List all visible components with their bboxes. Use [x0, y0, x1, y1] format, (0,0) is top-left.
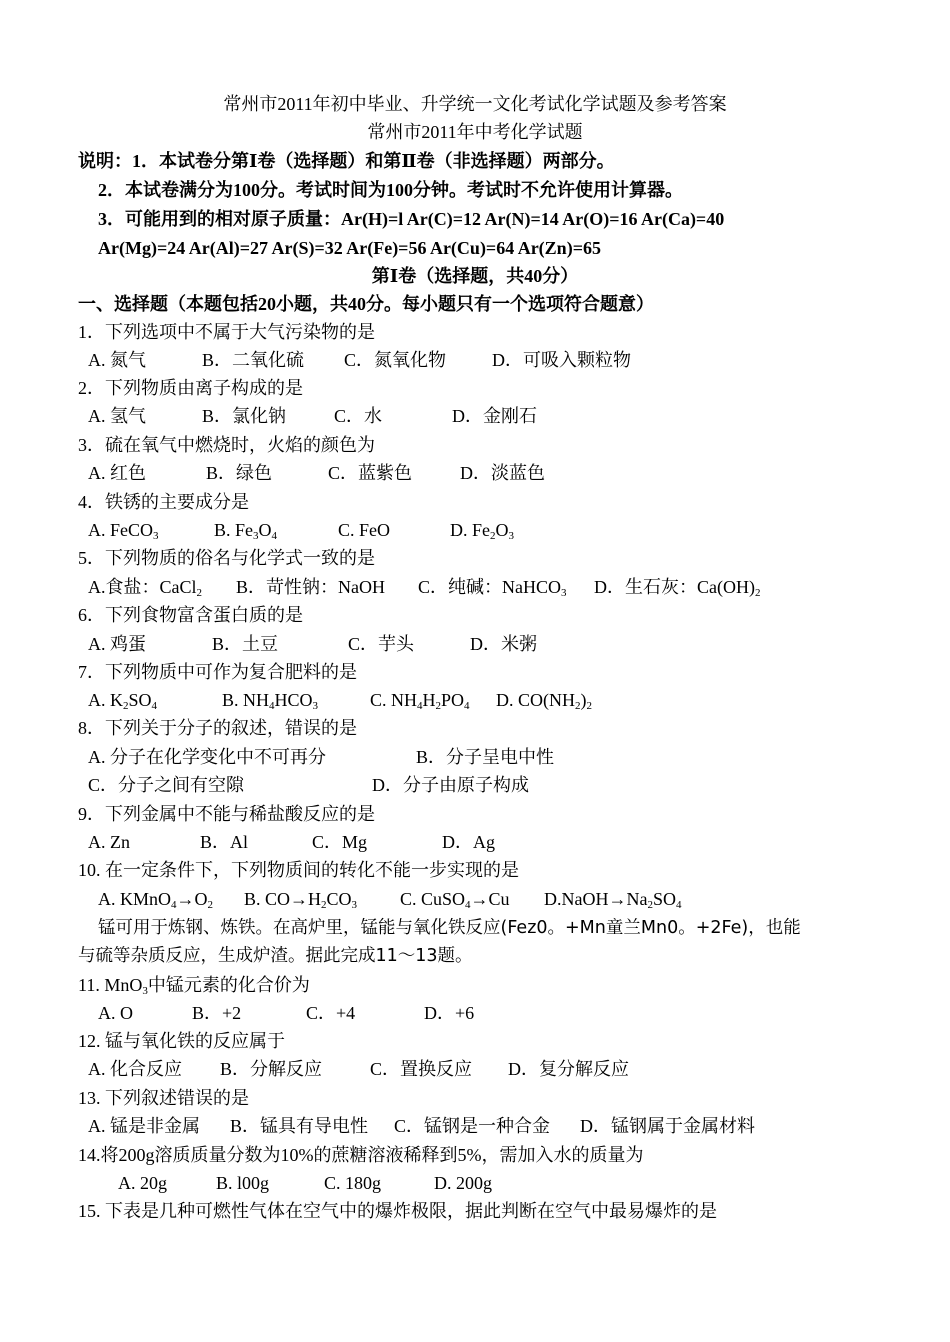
instruction-line-1: 说明：1．本试卷分第Ⅰ卷（选择题）和第Ⅱ卷（非选择题）两部分。 [78, 151, 615, 171]
question-14-stem: 14.将200g溶质质量分数为10%的蔗糖溶液稀释到5%，需加入水的质量为 [78, 1145, 644, 1165]
option-c: C．分子之间有空隙 [88, 775, 245, 795]
option-d: D．可吸入颗粒物 [492, 350, 631, 370]
option-a: A. 化合反应 [88, 1059, 182, 1079]
option-c: C．锰钢是一种合金 [394, 1116, 551, 1136]
document-title: 常州市2011年初中毕业、升学统一文化考试化学试题及参考答案 [223, 94, 727, 114]
question-3-stem: 3．硫在氧气中燃烧时，火焰的颜色为 [78, 435, 375, 455]
question-5-options [88, 575, 760, 599]
question-12-options [88, 1057, 629, 1081]
option-a: A. 氢气 [88, 406, 146, 426]
question-14-options [118, 1171, 492, 1195]
option-a: A. $K_2SO_4$ [88, 690, 158, 712]
option-c: C．置换反应 [370, 1059, 473, 1079]
option-c: C．水 [334, 406, 383, 426]
option-b: B．二氧化硫 [202, 350, 305, 370]
passage-line-1: 锰可用于炼钢、炼铁。在高炉里，锰能与氧化铁反应(Fez0。+Mn童兰Mn0。+2Fe)，也能 [98, 918, 801, 938]
question-9-stem: 9．下列金属中不能与稀盐酸反应的是 [78, 804, 375, 824]
option-a: A.食盐：CaCl$_2$ [88, 577, 203, 599]
option-d: D．+6 [424, 1003, 475, 1023]
option-b: B．Al [200, 832, 249, 852]
question-6-stem: 6．下列食物富含蛋白质的是 [78, 605, 303, 625]
question-1-stem: 1．下列选项中不属于大气污染物的是 [78, 322, 375, 342]
option-a: A. O [98, 1003, 133, 1023]
option-d: D．米粥 [470, 634, 537, 654]
option-d: D．淡蓝色 [460, 463, 545, 483]
question-13-options [88, 1114, 755, 1138]
option-c: C．+4 [306, 1003, 356, 1023]
question-7-stem: 7．下列物质中可作为复合肥料的是 [78, 662, 357, 682]
option-a: A. 锰是非金属 [88, 1116, 200, 1136]
instruction-line-3: 3．可能用到的相对原子质量：Ar(H)=l Ar(C)=12 Ar(N)=14 Ar(O)=16 Ar(Ca)=40 [98, 209, 725, 229]
option-d: D．复分解反应 [508, 1059, 629, 1079]
option-b: B．土豆 [212, 634, 279, 654]
question-4-stem: 4．铁锈的主要成分是 [78, 492, 249, 512]
option-b: B. l00g [216, 1173, 270, 1193]
question-8-stem: 8．下列关于分子的叙述，错误的是 [78, 718, 357, 738]
option-a: A. 鸡蛋 [88, 634, 146, 654]
question-5-stem: 5．下列物质的俗名与化学式一致的是 [78, 548, 375, 568]
option-b: B. $CO\to H_2CO_3$ [244, 889, 358, 911]
option-b: B．苛性钠：NaOH [236, 577, 385, 597]
option-b: B. $NH_4HCO_3$ [222, 690, 319, 712]
instruction-line-4: Ar(Mg)=24 Ar(Al)=27 Ar(S)=32 Ar(Fe)=56 Ar(Cu)=64 Ar(Zn)=65 [98, 238, 601, 258]
option-b: B. $Fe_3O_4$ [214, 520, 278, 542]
question-8-options-row-2 [88, 773, 529, 797]
question-11-stem: 11. MnO$_3$中锰元素的化合价为 [78, 975, 310, 997]
option-c: C. $NH_4H_2PO_4$ [370, 690, 470, 712]
option-c: C. FeO [338, 520, 391, 540]
question-3-options [88, 461, 545, 485]
question-2-stem: 2．下列物质由离子构成的是 [78, 378, 303, 398]
passage-line-2: 与硫等杂质反应，生成炉渣。据此完成11～13题。 [78, 946, 473, 966]
option-d: $D.NaOH\to Na_2SO_4$ [544, 889, 682, 911]
option-d: D．锰钢属于金属材料 [580, 1116, 755, 1136]
question-2-options [88, 404, 537, 428]
option-b: B．绿色 [206, 463, 273, 483]
option-a: A. 氮气 [88, 350, 146, 370]
option-c: C．芋头 [348, 634, 415, 654]
part1-title: 第Ⅰ卷（选择题，共40分） [371, 266, 579, 286]
option-d: D．生石灰：$Ca(OH)_2$ [594, 577, 761, 599]
option-a: A. FeCO$_3$ [88, 520, 159, 542]
section-heading: 一、选择题（本题包括20小题，共40分。每小题只有一个选项符合题意） [78, 294, 654, 314]
question-13-stem: 13. 下列叙述错误的是 [78, 1088, 249, 1108]
question-1-options [88, 348, 631, 372]
question-7-options [88, 688, 592, 712]
option-c: C. 180g [324, 1173, 382, 1193]
option-b: B．+2 [192, 1003, 242, 1023]
question-10-options [98, 887, 682, 911]
question-9-options [88, 830, 495, 854]
option-a: A. 分子在化学变化中不可再分 [88, 747, 326, 767]
option-c: C. CuSO$_4$→Cu [400, 889, 510, 911]
option-a: A. Zn [88, 832, 130, 852]
option-d: D．金刚石 [452, 406, 537, 426]
option-a: A. 红色 [88, 463, 146, 483]
option-c: C．蓝紫色 [328, 463, 413, 483]
option-d: D. 200g [434, 1173, 492, 1193]
option-d: D．分子由原子构成 [372, 775, 529, 795]
instruction-line-2: 2．本试卷满分为100分。考试时间为100分钟。考试时不允许使用计算器。 [98, 180, 683, 200]
question-4-options [88, 518, 514, 542]
document-subtitle: 常州市2011年中考化学试题 [367, 122, 583, 142]
option-a: A. 20g [118, 1173, 167, 1193]
question-6-options [88, 632, 537, 656]
question-12-stem: 12. 锰与氧化铁的反应属于 [78, 1031, 285, 1051]
option-b: B．分子呈电中性 [416, 747, 555, 767]
option-d: D. $Fe_2O_3$ [450, 520, 514, 542]
option-c: C．纯碱：NaHCO$_3$ [418, 577, 567, 599]
option-a: A. $KMnO_4\to O_2$ [98, 889, 214, 911]
question-11-options [98, 1001, 474, 1025]
option-d: D．Ag [442, 832, 495, 852]
option-c: C．Mg [312, 832, 368, 852]
question-15-stem: 15. 下表是几种可燃性气体在空气中的爆炸极限，据此判断在空气中最易爆炸的是 [78, 1201, 717, 1221]
option-b: B．分解反应 [220, 1059, 323, 1079]
option-b: B．锰具有导电性 [230, 1116, 369, 1136]
option-b: B．氯化钠 [202, 406, 287, 426]
question-8-options-row-1 [88, 745, 554, 769]
option-c: C．氮氧化物 [344, 350, 447, 370]
option-d: D. $CO(NH_2)_2$ [496, 690, 592, 712]
question-10-stem: 10. 在一定条件下，下列物质间的转化不能一步实现的是 [78, 860, 519, 880]
